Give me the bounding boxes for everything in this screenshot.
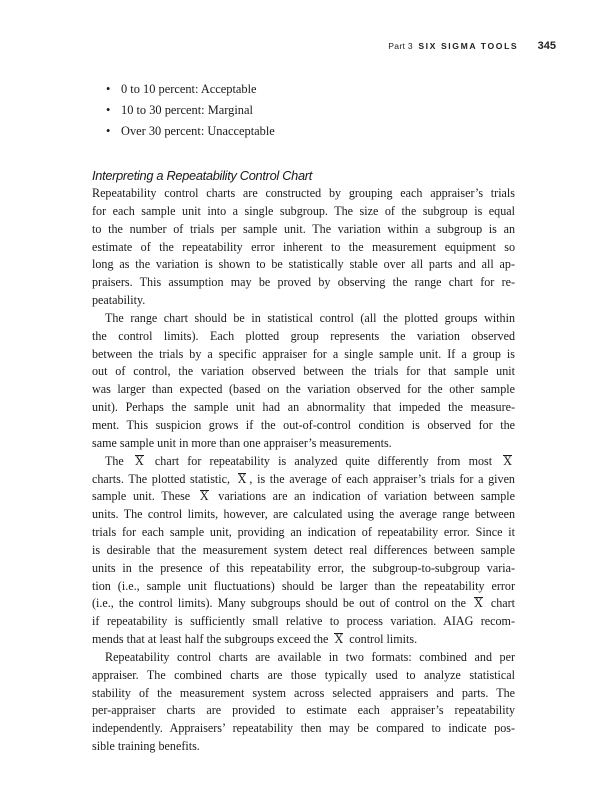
text-line: sible training benefits. (92, 739, 200, 754)
text-line: if repeatability is sufficiently small relative to process variation. AIAG recom- (92, 614, 515, 629)
list-item (106, 121, 275, 142)
text-line: units in the presence of this repeatability error, the subgroup-to-subgroup varia- (92, 560, 515, 575)
text-line: Repeatability control charts are available in two formats: combined and per (105, 649, 515, 664)
bullet-icon: • (106, 82, 111, 96)
text-line: unit). Perhaps the sample unit had an abnormality that impeded the measure- (92, 400, 515, 415)
x-bar-symbol: X (331, 631, 346, 649)
list-item (106, 79, 275, 100)
text-line: stability of the measurement system across selected appraisers and parts. The (92, 685, 515, 700)
text-line: ment. This suspicion grows if the out-of-control condition is observed for the (92, 417, 515, 432)
text-line: estimate of the repeatability error inherent to the measurement equipment so (92, 239, 515, 254)
text-line: trials for each sample unit, providing an indication of repeatability error. Since it (92, 525, 515, 540)
text-line: same sample unit in more than one appraiser’s measurements. (92, 435, 392, 450)
text-line: independently. Appraisers’ repeatability then may be compared to indicate pos- (92, 721, 515, 736)
running-head-section: SIX SIGMA TOOLS (418, 41, 519, 51)
running-head-part: Part 3 (388, 41, 413, 51)
x-bar-symbol: X (132, 453, 147, 471)
page-number: 345 (537, 40, 556, 52)
bullet-icon: • (106, 103, 111, 117)
list-item-text: 10 to 30 percent: Marginal (121, 103, 253, 117)
text-line: units. The control limits, however, are calculated using the average range between (92, 507, 515, 522)
text-line: (i.e., the control limits). Many subgroups should be out of control on the X chart (92, 595, 515, 613)
x-bar-symbol: X (500, 453, 515, 471)
text-line: is desirable that the measurement system detect real differences between sample (92, 542, 515, 557)
text-line: sample unit. These X variations are an indication of variation between sample (92, 488, 515, 506)
text-line: The range chart should be in statistical control (all the plotted groups within (105, 310, 515, 325)
text-line: mends that at least half the subgroups exceed the X control limits. (92, 631, 515, 649)
text-line: praisers. This assumption may be proved by observing the range chart for re- (92, 275, 515, 290)
list-item (106, 100, 275, 121)
bullet-icon: • (106, 124, 111, 138)
text-line: the control limits). Each plotted group represents the variation observed (92, 328, 515, 343)
x-bar-symbol: X (471, 595, 486, 613)
text-line: appraiser. The combined charts are those typically used to analyze statistical (92, 667, 515, 682)
section-heading: Interpreting a Repeatability Control Chart (92, 168, 313, 183)
running-head (388, 40, 556, 52)
text-line: per-appraiser charts are provided to estimate each appraiser’s repeatability (92, 703, 515, 718)
text-line: long as the variation is shown to be statistically stable over all parts and all ap- (92, 257, 515, 272)
text-line: between the trials by a specific appraiser for a single sample unit. If a group is (92, 346, 515, 361)
text-line: Repeatability control charts are constructed by grouping each appraiser’s trials (92, 186, 515, 200)
text-line: to the number of trials per sample unit. The variation within a subgroup is an (92, 221, 515, 236)
text-line: for each sample unit into a single subgroup. The size of the subgroup is equal (92, 203, 515, 218)
criteria-list (106, 79, 275, 142)
text-line: was larger than expected (based on the variation observed for the other sample (92, 382, 515, 397)
body-text (92, 185, 515, 756)
text-line: charts. The plotted statistic, X , is the average of each appraiser’s trials for a given (92, 471, 515, 489)
x-bar-symbol: X (197, 488, 212, 506)
text-line: peatability. (92, 293, 146, 308)
x-bar-symbol: X (235, 471, 250, 489)
list-item-text: 0 to 10 percent: Acceptable (121, 82, 257, 96)
list-item-text: Over 30 percent: Unacceptable (121, 124, 275, 138)
text-line: out of control, the variation observed between the trials for that sample unit (92, 364, 515, 379)
text-line: tion (i.e., sample unit fluctuations) should be larger than the repeatability error (92, 578, 515, 593)
text-line: The X chart for repeatability is analyzed quite differently from most X (92, 453, 515, 471)
